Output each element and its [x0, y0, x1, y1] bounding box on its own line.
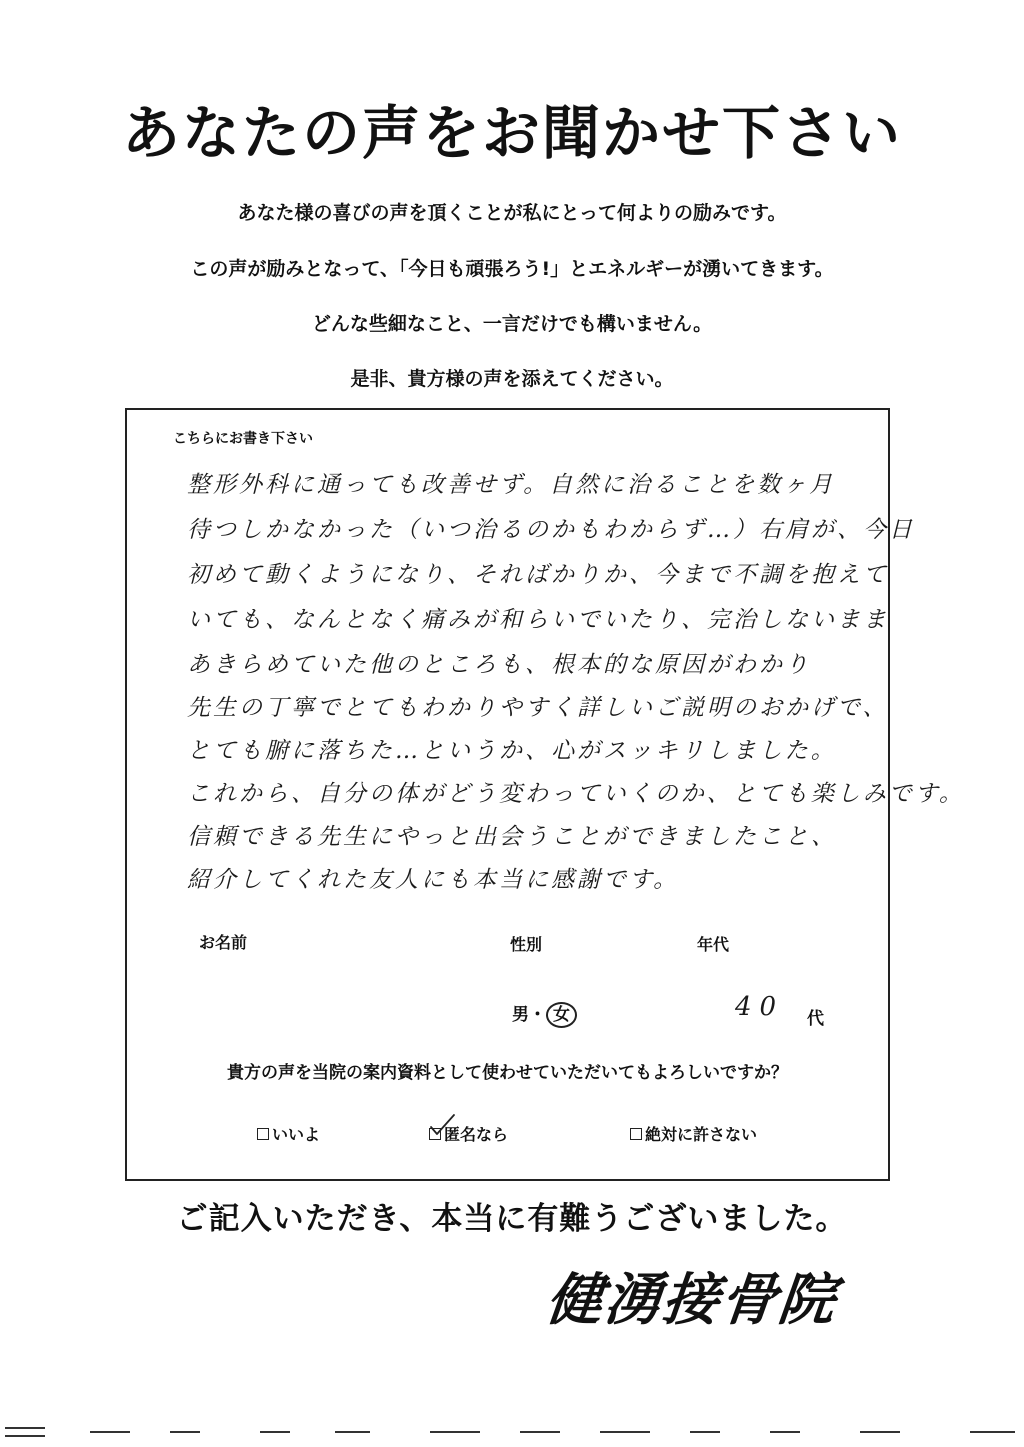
option-never[interactable] — [630, 1122, 757, 1145]
option-iiyo[interactable] — [257, 1122, 320, 1145]
form-prompt: こちらにお書き下さい — [173, 431, 313, 447]
handwritten-line-4: いても、なんとなく痛みが和らいでいたり、完治しないまま — [187, 607, 889, 633]
option-anonymous[interactable] — [429, 1122, 508, 1145]
handwritten-line-2: 待つしかなかった（いつ治るのかもわからず…）右肩が、今日 — [187, 517, 915, 543]
handwritten-line-6: 先生の丁寧でとてもわかりやすく詳しいご説明のおかげで、 — [187, 695, 889, 721]
page-title: あなたの声をお聞かせ下さい — [121, 99, 902, 167]
gender-selection — [512, 1000, 577, 1028]
handwritten-line-1: 整形外科に通っても改善せず。自然に治ることを数ヶ月 — [187, 472, 836, 498]
age-label: 年代 — [697, 935, 730, 954]
name-label: お名前 — [199, 933, 248, 952]
thanks-message: ご記入いただき、本当に有難うございました。 — [176, 1201, 848, 1237]
option-anonymous-label: 匿名なら — [444, 1125, 509, 1144]
gender-female-circled: 女 — [546, 1002, 577, 1028]
option-iiyo-label: いいよ — [272, 1125, 321, 1144]
gender-separator: ・ — [529, 1005, 546, 1025]
option-never-label: 絶対に許さない — [645, 1125, 758, 1144]
handwritten-line-3: 初めて動くようになり、そればかりか、今まで不調を抱えて — [187, 562, 889, 588]
intro-line-1: あなた様の喜びの声を頂くことが私にとって何よりの励みです。 — [237, 202, 787, 224]
handwritten-line-8: これから、自分の体がどう変わっていくのか、とても楽しみです。 — [187, 781, 965, 807]
gender-male: 男 — [512, 1005, 529, 1025]
handwritten-line-7: とても腑に落ちた…というか、心がスッキリしました。 — [187, 738, 837, 764]
intro-line-2: この声が励みとなって、「今日も頑張ろう!」とエネルギーが湧いてきます。 — [190, 258, 834, 280]
response-form — [125, 408, 965, 1181]
scan-edge-marks — [0, 1422, 1024, 1442]
handwritten-line-10: 紹介してくれた友人にも本当に感謝です。 — [187, 867, 680, 893]
intro-line-4: 是非、貴方様の声を添えてください。 — [350, 368, 674, 390]
handwritten-line-9: 信頼できる先生にやっと出会うことができましたこと、 — [187, 824, 837, 850]
option-iiyo-checkbox[interactable] — [257, 1128, 269, 1140]
age-suffix: 代 — [807, 1009, 824, 1029]
handwritten-line-5: あきらめていた他のところも、根本的な原因がわかり — [187, 652, 811, 678]
option-anonymous-checkbox[interactable] — [429, 1128, 441, 1140]
intro-line-3: どんな些細なこと、一言だけでも構いません。 — [311, 313, 713, 335]
age-value: 40 — [735, 992, 785, 1022]
option-never-checkbox[interactable] — [630, 1128, 642, 1140]
clinic-signature: 健湧接骨院 — [543, 1267, 841, 1333]
gender-label: 性別 — [510, 935, 543, 954]
permission-question: 貴方の声を当院の案内資料として使わせていただいてもよろしいですか？ — [227, 1063, 788, 1083]
checkmark-icon — [428, 1113, 456, 1139]
